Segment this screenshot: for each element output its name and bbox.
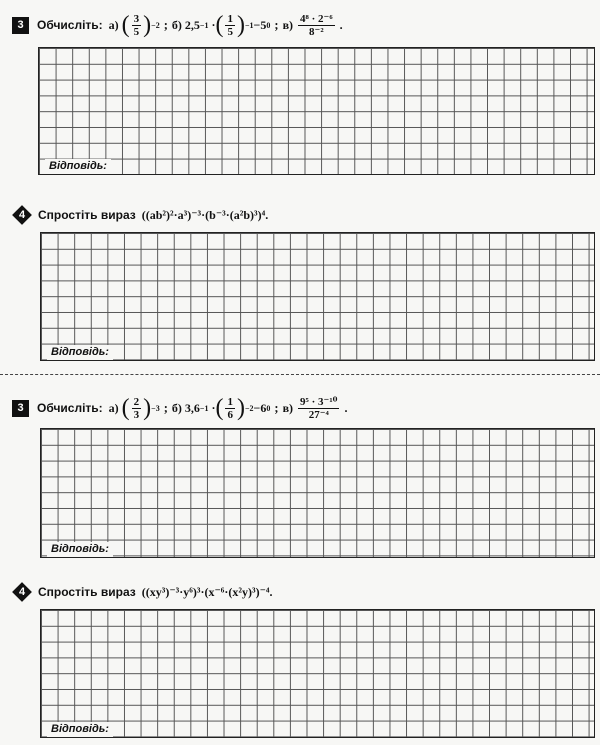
answer-grid[interactable] bbox=[40, 609, 595, 738]
answer-label: Відповідь: bbox=[47, 542, 113, 557]
task-block bbox=[8, 200, 594, 365]
expression: ((ab²)²·a³)⁻³·(b⁻³·(a²b)³)⁴. bbox=[141, 207, 269, 222]
answer-label: Відповідь: bbox=[45, 159, 111, 174]
task-instruction: Обчисліть: bbox=[37, 18, 103, 32]
task-heading: 3 Обчисліть: а) ( $\frac{3}{5}$ ) −2 ; б) 2,5 −1 · ( $\frac{1}{5}$ ) −1 −5 0 ; в) $\frac{\text{4⁸ · 2⁻⁶}}{\text{8⁻²}}$ . bbox=[12, 10, 343, 40]
task-instruction: Спростіть вираз bbox=[38, 585, 136, 599]
task-number-badge: 4 bbox=[12, 582, 32, 602]
expression-b: б) 3,6 −1 · ( $\frac{1}{6}$ ) −2 −6 0 bbox=[171, 395, 271, 421]
task-instruction: Обчисліть: bbox=[37, 401, 103, 415]
task-block bbox=[8, 385, 594, 560]
expression-v: в) $\frac{\text{9⁵ · 3⁻¹⁰}}{\text{27⁻⁴}}$ . bbox=[282, 395, 348, 421]
task-instruction: Спростіть вираз bbox=[38, 208, 136, 222]
expression-a: а) ( $\frac{2}{3}$ ) −3 bbox=[108, 395, 160, 421]
task-block bbox=[8, 10, 594, 180]
expression-b: б) 2,5 −1 · ( $\frac{1}{5}$ ) −1 −5 0 bbox=[171, 12, 271, 38]
cut-line bbox=[0, 374, 600, 375]
task-number-badge: 4 bbox=[12, 205, 32, 225]
task-number-badge: 3 bbox=[12, 400, 29, 417]
answer-grid[interactable] bbox=[38, 47, 595, 175]
answer-label: Відповідь: bbox=[47, 345, 113, 360]
answer-grid[interactable] bbox=[40, 428, 595, 558]
expression: ((xy³)⁻³·y⁶)³·(x⁻⁶·(x²y)³)⁻⁴. bbox=[141, 584, 273, 599]
task-number-badge: 3 bbox=[12, 17, 29, 34]
answer-label: Відповідь: bbox=[47, 722, 113, 737]
task-block bbox=[8, 575, 594, 740]
task-heading: 3 Обчисліть: а) ( $\frac{2}{3}$ ) −3 ; б) 3,6 −1 · ( $\frac{1}{6}$ ) −2 −6 0 ; в) $\frac{\text{9⁵ · 3⁻¹⁰}}{\text{27⁻⁴}}$ . bbox=[12, 393, 347, 423]
expression-v: в) $\frac{\text{4⁸ · 2⁻⁶}}{\text{8⁻²}}$ . bbox=[282, 12, 343, 38]
expression-a: а) ( $\frac{3}{5}$ ) −2 bbox=[108, 12, 160, 38]
task-heading bbox=[12, 577, 273, 607]
task-heading bbox=[12, 200, 268, 230]
answer-grid[interactable] bbox=[40, 232, 595, 361]
